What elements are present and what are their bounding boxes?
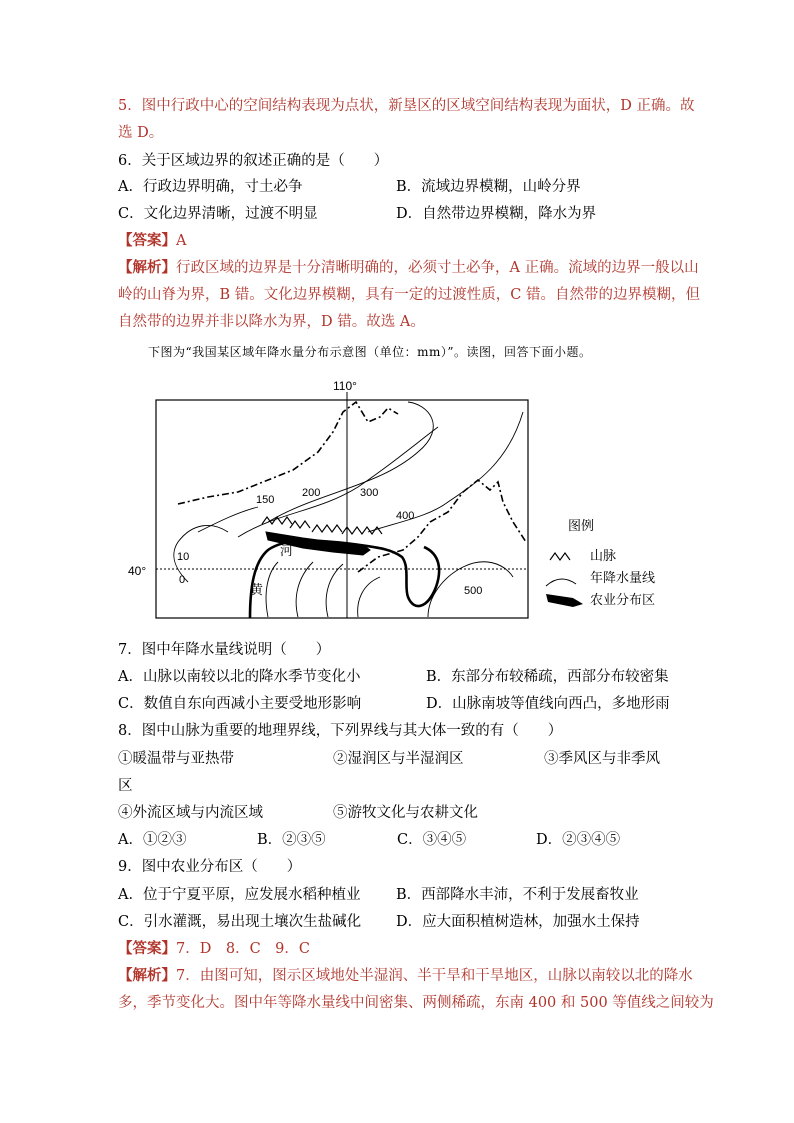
legend-isoline-symbol [546, 579, 576, 586]
legend-mountain-symbol [550, 553, 570, 560]
answer-value: 7．D 8．C 9．C [176, 941, 310, 957]
q7-option-b: B．东部分布较稀疏，西部分布较密集 [426, 669, 669, 685]
map-caption: 下图为“我国某区域年降水量分布示意图（单位：mm）”。读图，回答下面小题。 [148, 345, 592, 359]
explanation-label: 【解析】 [118, 967, 176, 984]
q6-option-d: D．自然带边界模糊，降水为界 [396, 206, 597, 222]
q5-explanation-line2: 选 D。 [118, 125, 164, 141]
river-label-he: 河 [280, 543, 294, 558]
q9-option-d: D．应大面积植树造林，加强水土保持 [396, 914, 640, 930]
q8-item-3-cont: 区 [118, 778, 133, 794]
q6-explanation-line3: 自然带的边界并非以降水为界，D 错。故选 A。 [118, 314, 425, 330]
q9-option-c: C．引水灌溉，易出现土壤次生盐碱化 [118, 914, 362, 930]
answer-label: 【答案】 [118, 232, 176, 249]
q7-option-d: D．山脉南坡等值线向西凸，多地形雨 [426, 696, 670, 712]
explanation-text: 行政区域的边界是十分清晰明确的，必须寸土必争，A 正确。流域的边界一般以山 [176, 260, 699, 276]
q6-explanation-line2: 岭的山脊为界，B 错。文化边界模糊，具有一定的过渡性质，C 错。自然带的边界模糊，但 [118, 287, 700, 303]
isoline-label-500: 500 [464, 585, 483, 597]
q8-item-4: ④外流区域与内流区域 [118, 805, 263, 821]
q9-option-b: B．西部降水丰沛，不利于发展畜牧业 [396, 887, 639, 903]
q6-option-b: B．流域边界模糊，山岭分界 [396, 179, 581, 195]
q6-option-c: C．文化边界清晰，过渡不明显 [118, 206, 318, 222]
isoline-south-4 [358, 577, 380, 617]
q7-explanation-line1 [118, 966, 693, 986]
answer-value: A [176, 233, 187, 249]
q6-answer [118, 231, 186, 251]
isoline-300 [268, 402, 433, 522]
q8-item-2: ②湿润区与半湿润区 [333, 751, 464, 767]
q8-option-d: D．②③④⑤ [536, 832, 621, 848]
legend-agri-symbol [546, 594, 583, 607]
isoline-label-150: 150 [256, 494, 275, 506]
q7-stem: 7．图中年降水量线说明（ ） [118, 642, 331, 658]
q8-option-c: C．③④⑤ [397, 832, 467, 848]
legend-title: 图例 [568, 518, 595, 533]
q6-option-a: A．行政边界明确，寸土必争 [118, 179, 303, 195]
mountain-range [262, 517, 382, 534]
legend-isoline-label: 年降水量线 [590, 570, 656, 585]
legend-mountain-label: 山脉 [590, 548, 617, 563]
isoline-label-10: 10 [177, 551, 190, 563]
q7-explanation-line2: 多，季节变化大。图中年等降水量线中间密集、两侧稀疏，东南 400 和 500 等值线之间较为 [118, 995, 714, 1011]
isoline-label-0: 0 [179, 574, 186, 586]
q7-option-a: A．山脉以南较以北的降水季节变化小 [118, 669, 361, 685]
q8-option-b: B．②③⑤ [257, 832, 326, 848]
q7-9-answer [118, 939, 310, 959]
q8-stem: 8．图中山脉为重要的地理界线，下列界线与其大体一致的有（ ） [118, 723, 563, 739]
q6-stem: 6．关于区域边界的叙述正确的是（ ） [118, 153, 389, 169]
answer-label: 【答案】 [118, 940, 176, 957]
isoline-south-2 [296, 562, 313, 617]
longitude-label: 110° [333, 379, 357, 393]
q8-item-1: ①暖温带与亚热带 [118, 751, 234, 767]
boundary-line-east [358, 480, 526, 572]
q5-explanation-line1: 5．图中行政中心的空间结构表现为点状，新垦区的区域空间结构表现为面状，D 正确。故 [118, 98, 695, 114]
q9-option-a: A．位于宁夏平原，应发展水稻种植业 [118, 887, 361, 903]
q8-item-3: ③季风区与非季风 [544, 751, 660, 767]
q8-item-5: ⑤游牧文化与农耕文化 [333, 805, 478, 821]
explanation-label: 【解析】 [118, 259, 176, 276]
isoline-south-3 [326, 564, 343, 617]
isoline-label-300: 300 [360, 487, 379, 499]
river-label-huang: 黄 [250, 582, 264, 597]
explanation-text: 7．由图可知，图示区域地处半湿润、半干旱和干旱地区，山脉以南较以北的降水 [176, 968, 693, 984]
q9-stem: 9．图中农业分布区（ ） [118, 859, 302, 875]
isoline-label-200: 200 [302, 487, 321, 499]
q6-explanation-line1 [118, 258, 699, 278]
precipitation-map [118, 372, 678, 628]
q8-option-a: A．①②③ [118, 832, 187, 848]
q7-option-c: C．数值自东向西减小主要受地形影响 [118, 696, 362, 712]
isoline-label-400: 400 [396, 510, 415, 522]
isoline-150 [198, 507, 258, 532]
legend-agri-label: 农业分布区 [590, 592, 656, 607]
latitude-label: 40° [128, 564, 147, 578]
isoline-south-1 [266, 562, 278, 617]
